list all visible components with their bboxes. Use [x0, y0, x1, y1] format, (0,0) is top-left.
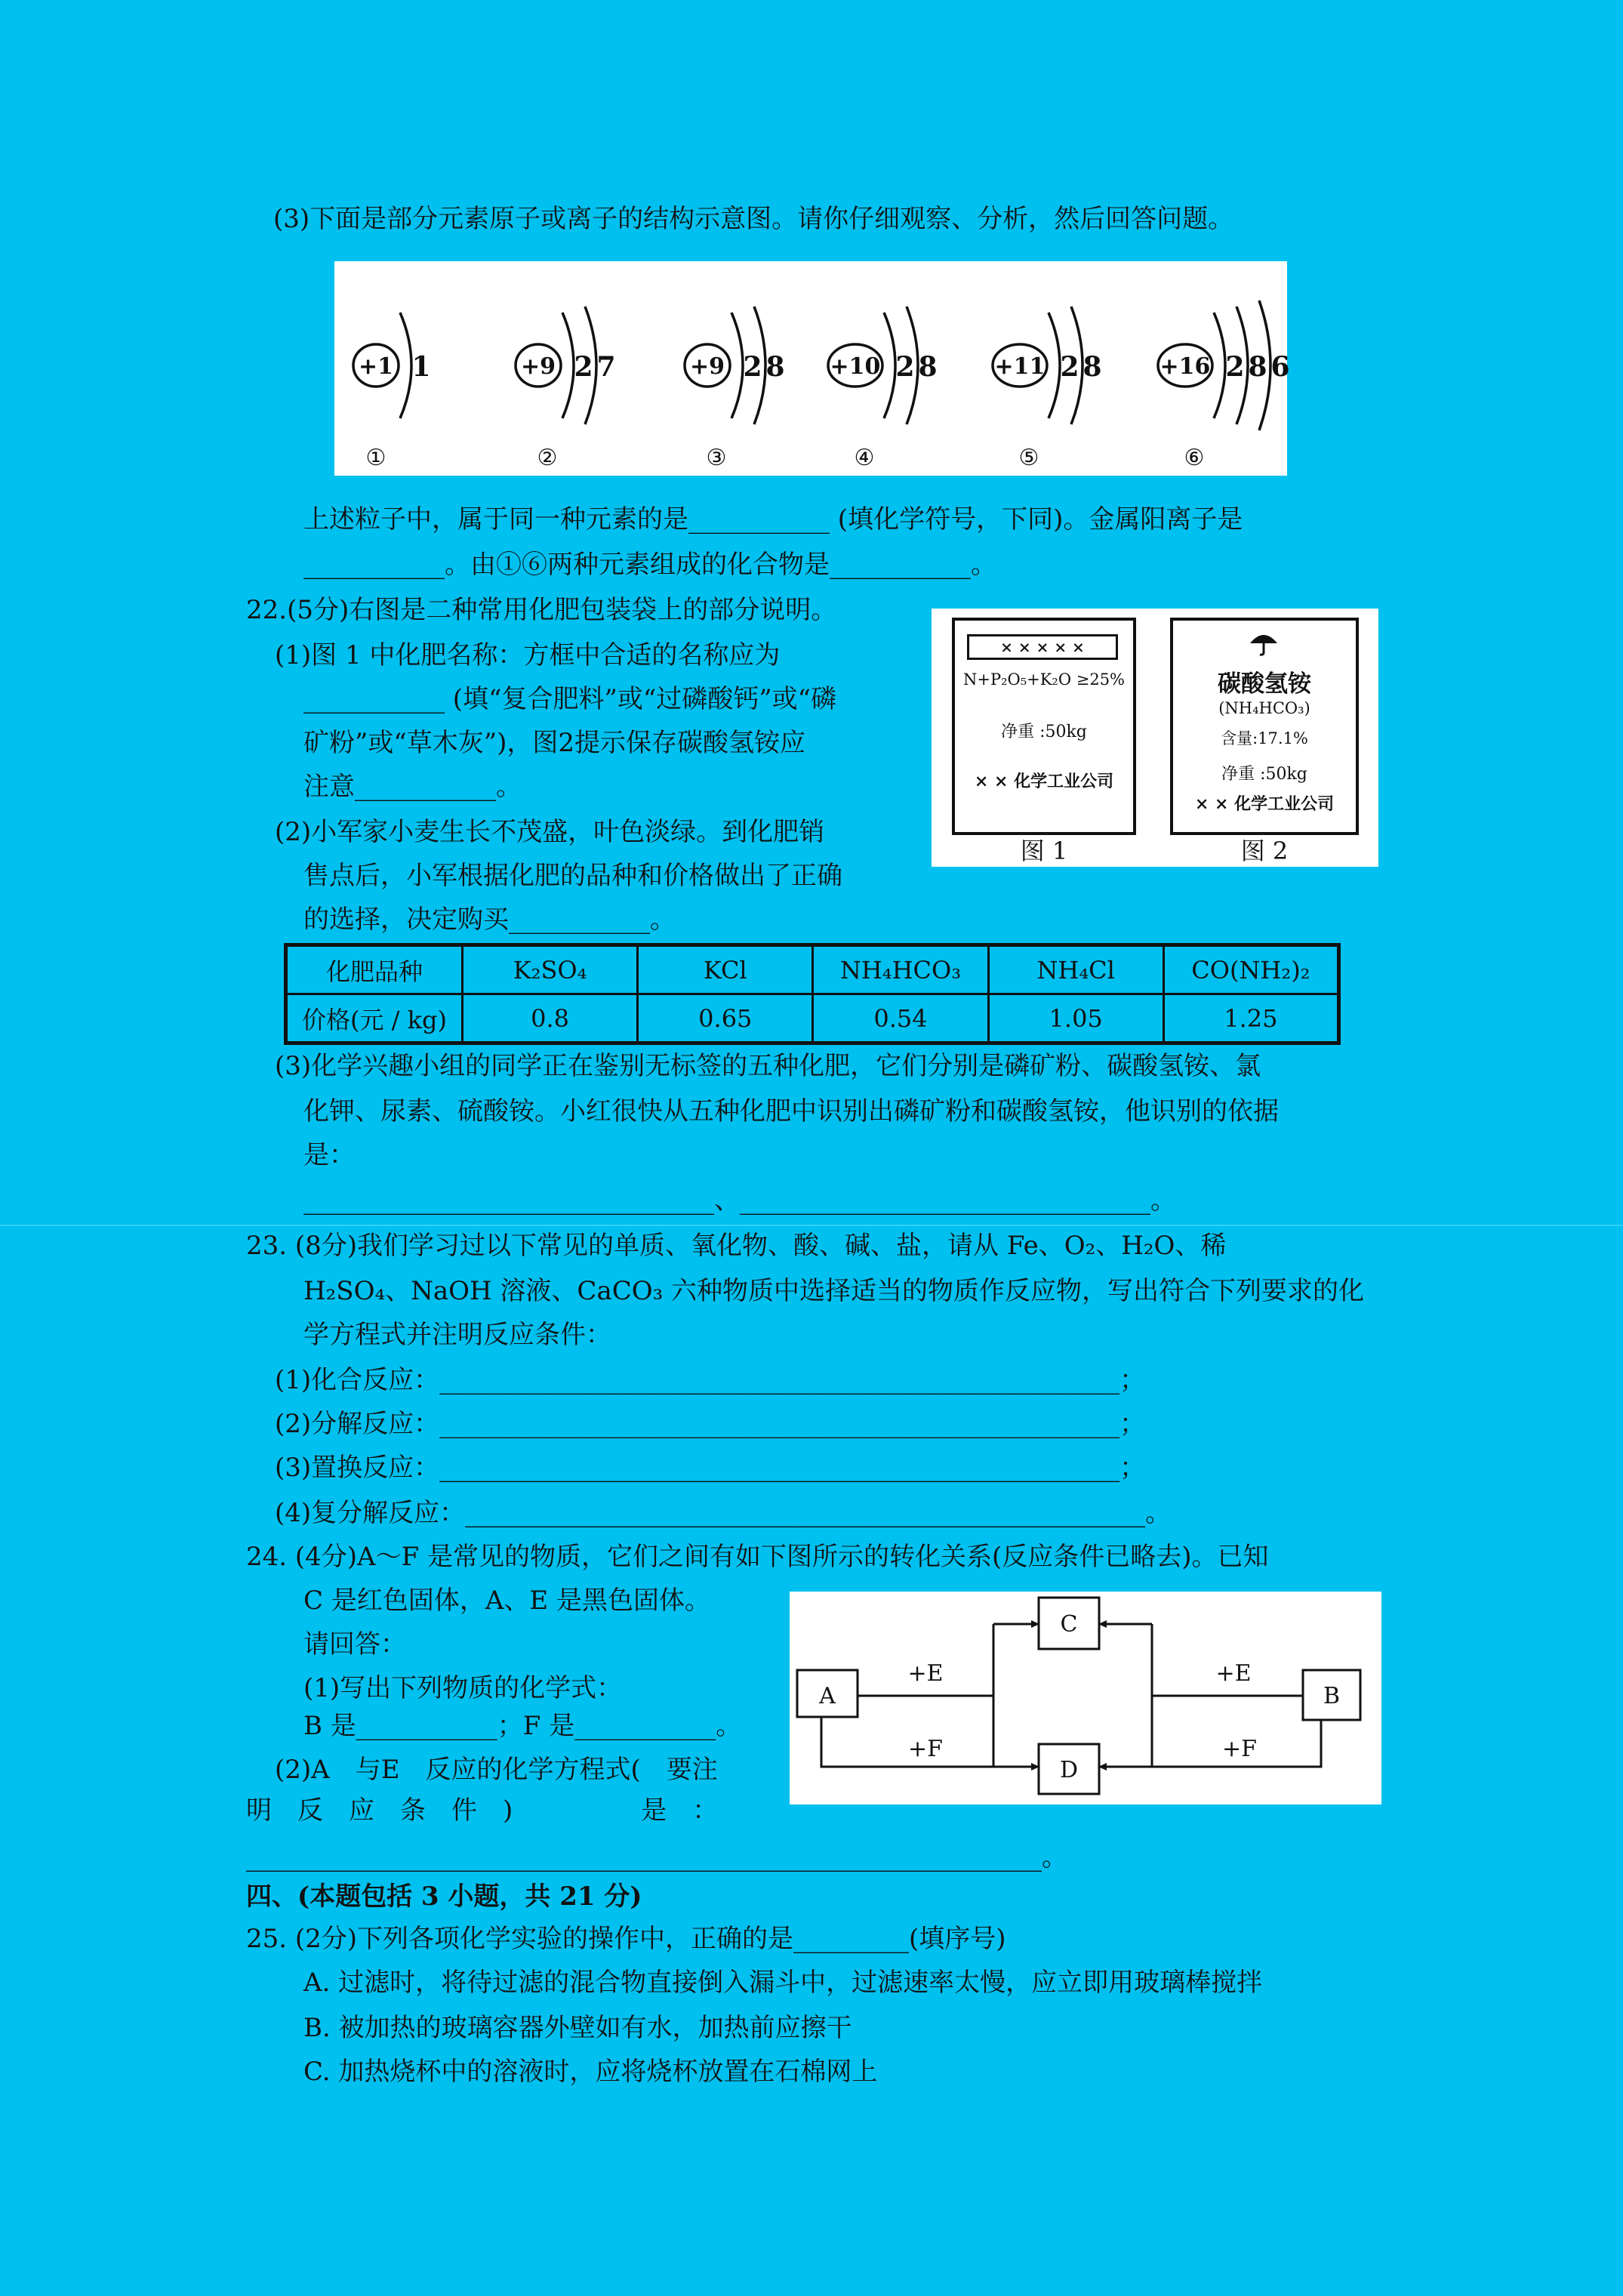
table-cell: 1.05	[988, 994, 1163, 1043]
bag2-content: 含量:17.1%	[1221, 729, 1308, 747]
table-cell: 化肥品种	[286, 945, 463, 994]
q22-p2-l1: (2)小军家小麦生长不茂盛，叶色淡绿。到化肥销	[275, 817, 825, 847]
electron-count: 6	[1270, 351, 1290, 383]
atomic-structure-figure	[334, 261, 1290, 476]
umbrella-icon	[1249, 631, 1279, 657]
q23-l2: H₂SO₄、NaOH 溶液、CaCO₃ 六种物质中选择适当的物质作反应物，写出符合下列要求的化	[303, 1276, 1365, 1306]
q22-p2-l2: 售点后，小军根据化肥的品种和价格做出了正确	[303, 861, 842, 891]
q23-b: (2)分解反应：_____________________________________________________；	[275, 1409, 1146, 1439]
q22-p3-l3: 是：	[303, 1140, 355, 1170]
edge-label-b-e: +E	[1215, 1660, 1252, 1687]
node-d-label: D	[1059, 1757, 1079, 1783]
electron-shell-arc	[731, 313, 743, 418]
table-cell: 价格(元 / kg)	[286, 994, 463, 1043]
atom-2	[516, 307, 616, 471]
bag2-formula: (NH₄HCO₃)	[1218, 699, 1310, 717]
table-cell: K₂SO₄	[463, 945, 638, 994]
table-cell: KCl	[638, 945, 813, 994]
q24-l7: 明 反 应 条 件 ) 是 ：	[246, 1795, 719, 1826]
table-row	[286, 945, 1339, 994]
atom-4	[828, 307, 938, 471]
atom-label: ②	[537, 445, 558, 471]
electron-count: 2	[1060, 351, 1079, 383]
q24-l8: ______________________________________________________________。	[246, 1842, 1067, 1872]
transformation-svg	[790, 1592, 1381, 1804]
q25-option-b: B. 被加热的玻璃容器外壁如有水，加热前应擦干	[303, 2013, 852, 2043]
q22-p3-l4: ________________________________、________________________________。	[303, 1185, 1176, 1216]
electron-count: 8	[1248, 351, 1267, 383]
page-seam	[0, 1225, 1623, 1226]
transformation-diagram	[790, 1592, 1381, 1804]
q23-d: (4)复分解反应：_____________________________________________________。	[275, 1498, 1172, 1528]
nucleus-charge: +10	[830, 353, 881, 380]
figure1-caption: 图 1	[1020, 837, 1068, 865]
q23-c: (3)置换反应：_____________________________________________________；	[275, 1453, 1146, 1483]
atom-label: ⑤	[1018, 445, 1039, 471]
nucleus-charge: +11	[994, 353, 1046, 380]
q25-l1: 25. (2分)下列各项化学实验的操作中，正确的是_________(填序号)	[246, 1924, 1006, 1954]
edge-label-a-e: +E	[907, 1660, 944, 1687]
electron-count: 2	[574, 351, 593, 383]
atom-5	[993, 307, 1102, 471]
edge-label-a-f: +F	[908, 1736, 943, 1762]
node-c-label: C	[1060, 1611, 1078, 1638]
q22-p1-l2: ___________ (填“复合肥料”或“过磷酸钙”或“磷	[303, 684, 836, 714]
q22-p3-l1: (3)化学兴趣小组的同学正在鉴别无标签的五种化肥，它们分别是磷矿粉、碳酸氢铵、氯	[275, 1051, 1261, 1081]
electron-count: 2	[1225, 351, 1245, 383]
bag2-name: 碳酸氢铵	[1218, 670, 1311, 698]
table-cell: 1.25	[1163, 994, 1338, 1043]
atom-6	[1158, 300, 1290, 471]
table-cell: 0.8	[463, 994, 638, 1043]
bag2-company: × × 化学工业公司	[1194, 794, 1335, 814]
electron-count: 7	[596, 351, 616, 383]
bag1	[952, 618, 1136, 835]
electron-shell-arc	[562, 313, 574, 418]
electron-count: 2	[743, 351, 762, 383]
electron-shell-arc	[1214, 313, 1225, 418]
electron-count: 8	[918, 351, 938, 383]
table-cell: 0.54	[813, 994, 988, 1043]
table-cell: NH₄HCO₃	[813, 945, 988, 994]
q23-l1: 23. (8分)我们学习过以下常见的单质、氧化物、酸、碱、盐，请从 Fe、O₂、H₂O、稀	[246, 1231, 1227, 1261]
electron-shell-arc	[400, 313, 411, 418]
bag1-weight: 净重 :50kg	[1001, 723, 1087, 741]
q24-l1: 24. (4分)A～F 是常见的物质，它们之间有如下图所示的转化关系(反应条件已略去)。已知	[246, 1542, 1269, 1572]
figure2-caption: 图 2	[1240, 837, 1289, 865]
bag1-nutrient: N+P₂O₅+K₂O ≥25%	[962, 670, 1126, 689]
q24-l4: (1)写出下列物质的化学式：	[303, 1673, 623, 1703]
bag1-company: × × 化学工业公司	[974, 772, 1114, 791]
atom-3	[685, 307, 785, 471]
nucleus-charge: +1	[358, 353, 394, 380]
bag2-weight: 净重 :50kg	[1221, 765, 1307, 784]
nucleus-charge: +16	[1160, 353, 1211, 380]
q22-p1-l4: 注意___________。	[303, 772, 522, 802]
electron-count: 8	[1083, 351, 1102, 383]
atom-label: ⑥	[1184, 445, 1205, 471]
atom-label: ③	[706, 445, 727, 471]
q22-p3-l2: 化钾、尿素、硫酸铵。小红很快从五种化肥中识别出磷矿粉和碳酸氢铵，他识别的依据	[303, 1096, 1279, 1126]
q24-l5: B 是___________；F 是___________。	[303, 1711, 742, 1741]
q25-option-a: A. 过滤时，将待过滤的混合物直接倒入漏斗中，过滤速率太慢，应立即用玻璃棒搅拌	[303, 1968, 1263, 1998]
q25-option-c: C. 加热烧杯中的溶液时，应将烧杯放置在石棉网上	[303, 2057, 878, 2087]
table-cell: 0.65	[638, 994, 813, 1043]
q21-3-line2: ___________。由①⑥两种元素组成的化合物是___________。	[303, 550, 996, 580]
table-row	[286, 994, 1339, 1043]
atom-label: ④	[854, 445, 875, 471]
q24-l6: (2)A 与E 反应的化学方程式( 要注	[275, 1755, 718, 1785]
edge-label-b-f: +F	[1222, 1736, 1257, 1762]
bag2	[1170, 618, 1359, 835]
q21-3-intro: (3)下面是部分元素原子或离子的结构示意图。请你仔细观察、分析，然后回答问题。	[273, 204, 1234, 234]
q21-3-line1: 上述粒子中，属于同一种元素的是___________ (填化学符号，下同)。金属阳离子是	[303, 504, 1243, 535]
fertilizer-bags-figure	[932, 609, 1378, 867]
node-a-label: A	[819, 1683, 836, 1709]
q22-p1-l1: (1)图 1 中化肥名称：方框中合适的名称应为	[275, 640, 781, 670]
q23-l3: 学方程式并注明反应条件：	[303, 1320, 611, 1350]
nucleus-charge: +9	[689, 353, 725, 380]
fertilizer-price-table	[284, 943, 1341, 1045]
q22-title: 22.(5分)右图是二种常用化肥包装袋上的部分说明。	[246, 595, 837, 625]
q22-p2-l3: 的选择，决定购买___________。	[303, 905, 676, 935]
table-cell: CO(NH₂)₂	[1163, 945, 1338, 994]
atom-1	[353, 313, 431, 471]
node-b-label: B	[1323, 1683, 1341, 1709]
electron-shell-arc	[884, 313, 895, 418]
nucleus-charge: +9	[520, 353, 556, 380]
q22-p1-l3: 矿粉”或“草木灰”)，图2提示保存碳酸氢铵应	[303, 728, 806, 758]
q23-a: (1)化合反应：_____________________________________________________；	[275, 1365, 1146, 1395]
electron-count: 1	[411, 351, 431, 383]
atomic-structure-svg	[334, 261, 1290, 476]
table-cell: NH₄Cl	[988, 945, 1163, 994]
q24-l2: C 是红色固体，A、E 是黑色固体。	[303, 1586, 711, 1616]
q24-l3: 请回答：	[303, 1629, 406, 1660]
bag1-name-box: × × × × ×	[967, 634, 1118, 660]
atom-label: ①	[365, 445, 387, 471]
electron-shell-arc	[1049, 313, 1060, 418]
electron-count: 2	[895, 351, 915, 383]
section4-heading: 四、(本题包括 3 小题，共 21 分)	[246, 1881, 642, 1912]
electron-count: 8	[765, 351, 785, 383]
